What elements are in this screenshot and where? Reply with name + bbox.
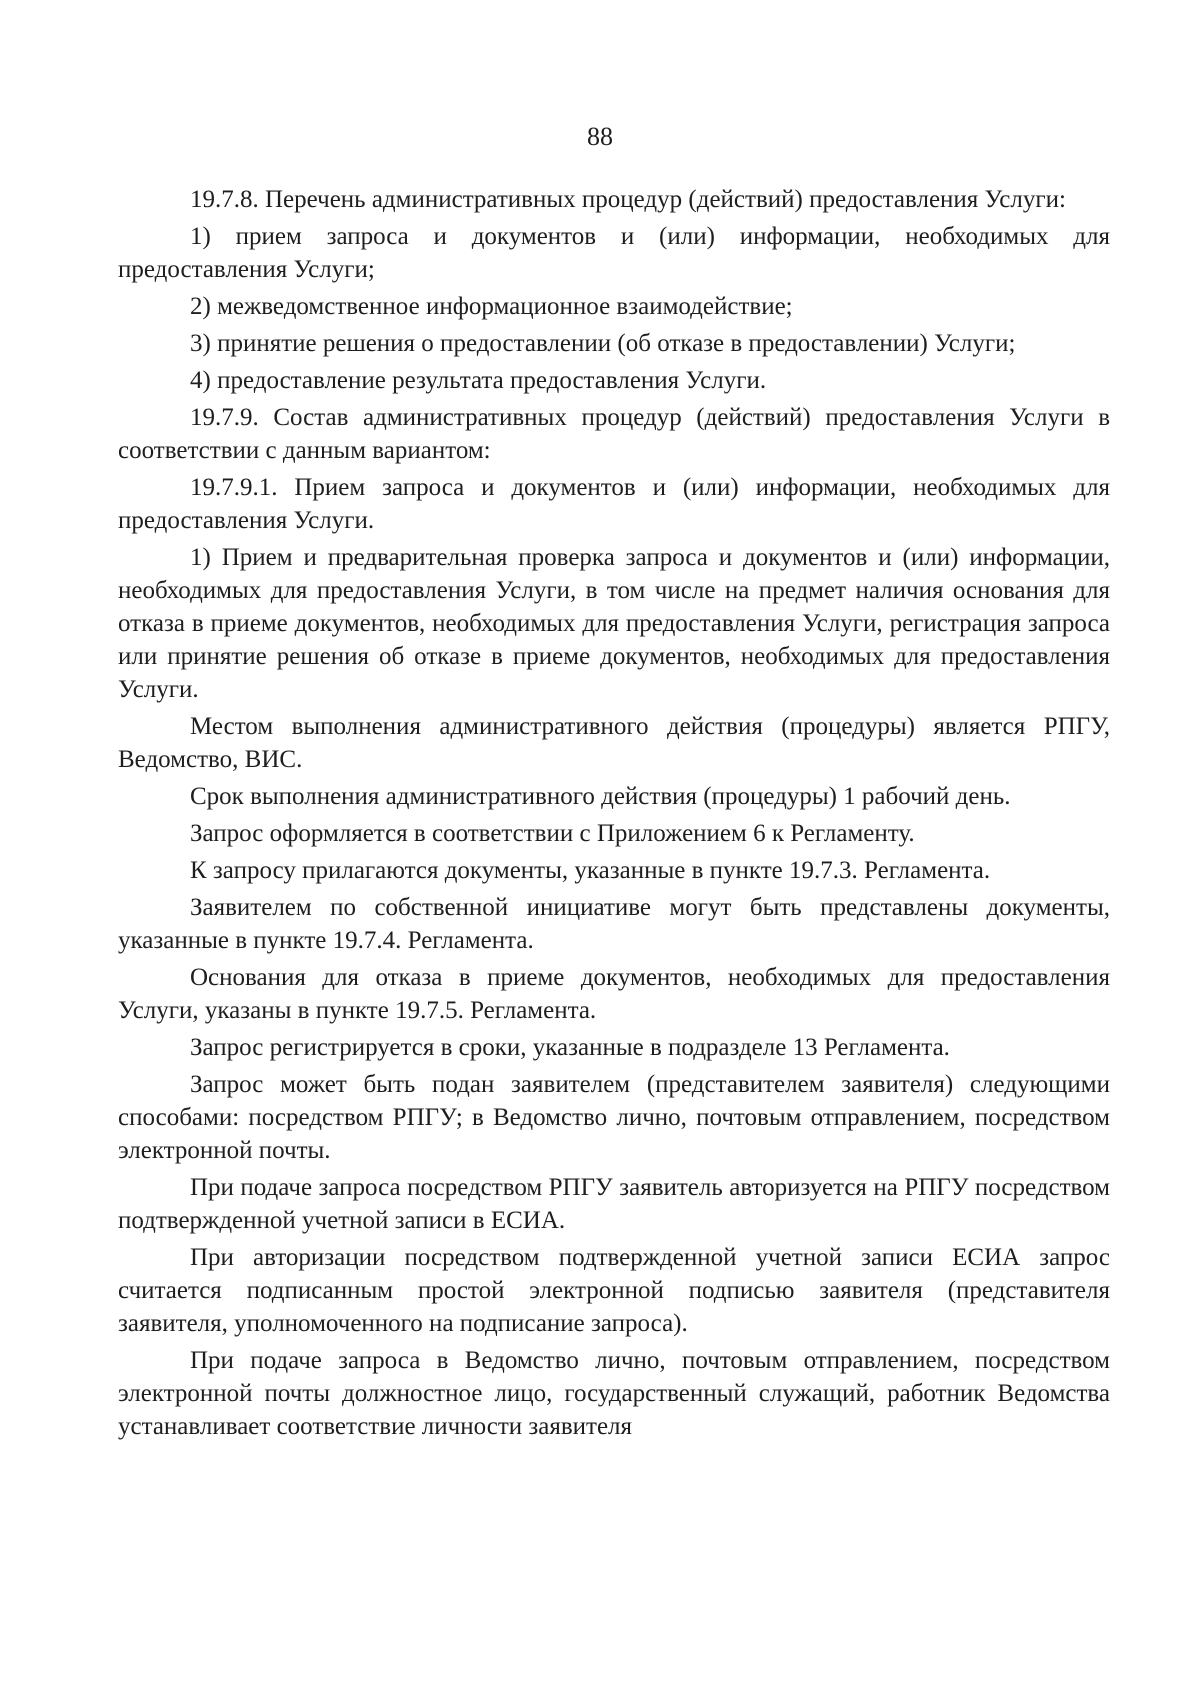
paragraph-own-initiative: Заявителем по собственной инициативе могут быть представлены документы, указанные в пункте 19.7.4. Регламента. (118, 894, 1110, 954)
paragraph-19-7-8: 19.7.8. Перечень административных процедур (действий) предоставления Услуги: (190, 186, 1066, 213)
paragraph-term: Срок выполнения административного действия (процедуры) 1 рабочий день. (190, 783, 1011, 810)
list-item-1: 1) прием запроса и документов и (или) информации, необходимых для предоставления Услуги; (118, 223, 1110, 283)
paragraph-esia-signature: При авторизации посредством подтвержденной учетной записи ЕСИА запрос считается подписанным простой электронной подписью заявителя (представителя заявителя, уполномоченного на подписание запроса). (118, 1244, 1110, 1337)
paragraph-registration: Запрос регистрируется в сроки, указанные в подразделе 13 Регламента. (190, 1034, 950, 1061)
paragraph-submission-methods: Запрос может быть подан заявителем (представителем заявителя) следующими способами: посредством РПГУ; в Ведомство лично, почтовым отправлением, посредством электронной почты. (118, 1071, 1110, 1164)
list-item-4: 4) предоставление результата предоставления Услуги. (190, 367, 767, 394)
page-number: 88 (587, 122, 613, 151)
document-body (118, 183, 1110, 1447)
list-item-3: 3) принятие решения о предоставлении (об отказе в предоставлении) Услуги; (190, 330, 1016, 357)
paragraph-attachments: К запросу прилагаются документы, указанные в пункте 19.7.3. Регламента. (190, 857, 991, 884)
paragraph-rpgu-auth: При подаче запроса посредством РПГУ заявитель авторизуется на РПГУ посредством подтвержденной учетной записи в ЕСИА. (118, 1174, 1110, 1234)
paragraph-request-form: Запрос оформляется в соответствии с Приложением 6 к Регламенту. (190, 820, 915, 847)
paragraph-step-1: 1) Прием и предварительная проверка запроса и документов и (или) информации, необходимых для предоставления Услуги, в том числе на предмет наличия основания для отказа в приеме документов, необходимых для предоставления Услуги, регистрация запроса или принятие решения об отказе в приеме документов, необходимых для предоставления Услуги. (118, 544, 1110, 703)
paragraph-19-7-9-1: 19.7.9.1. Прием запроса и документов и (или) информации, необходимых для предоставления Услуги. (118, 474, 1110, 534)
paragraph-in-person: При подаче запроса в Ведомство лично, почтовым отправлением, посредством электронной почты должностное лицо, государственный служащий, работник Ведомства устанавливает соответствие личности заявителя (118, 1347, 1110, 1440)
paragraph-19-7-9: 19.7.9. Состав административных процедур (действий) предоставления Услуги в соответствии с данным вариантом: (118, 404, 1110, 464)
list-item-2: 2) межведомственное информационное взаимодействие; (190, 293, 793, 320)
paragraph-place: Местом выполнения административного действия (процедуры) является РПГУ, Ведомство, ВИС. (118, 713, 1110, 773)
paragraph-refusal-grounds: Основания для отказа в приеме документов, необходимых для предоставления Услуги, указаны в пункте 19.7.5. Регламента. (118, 964, 1110, 1024)
